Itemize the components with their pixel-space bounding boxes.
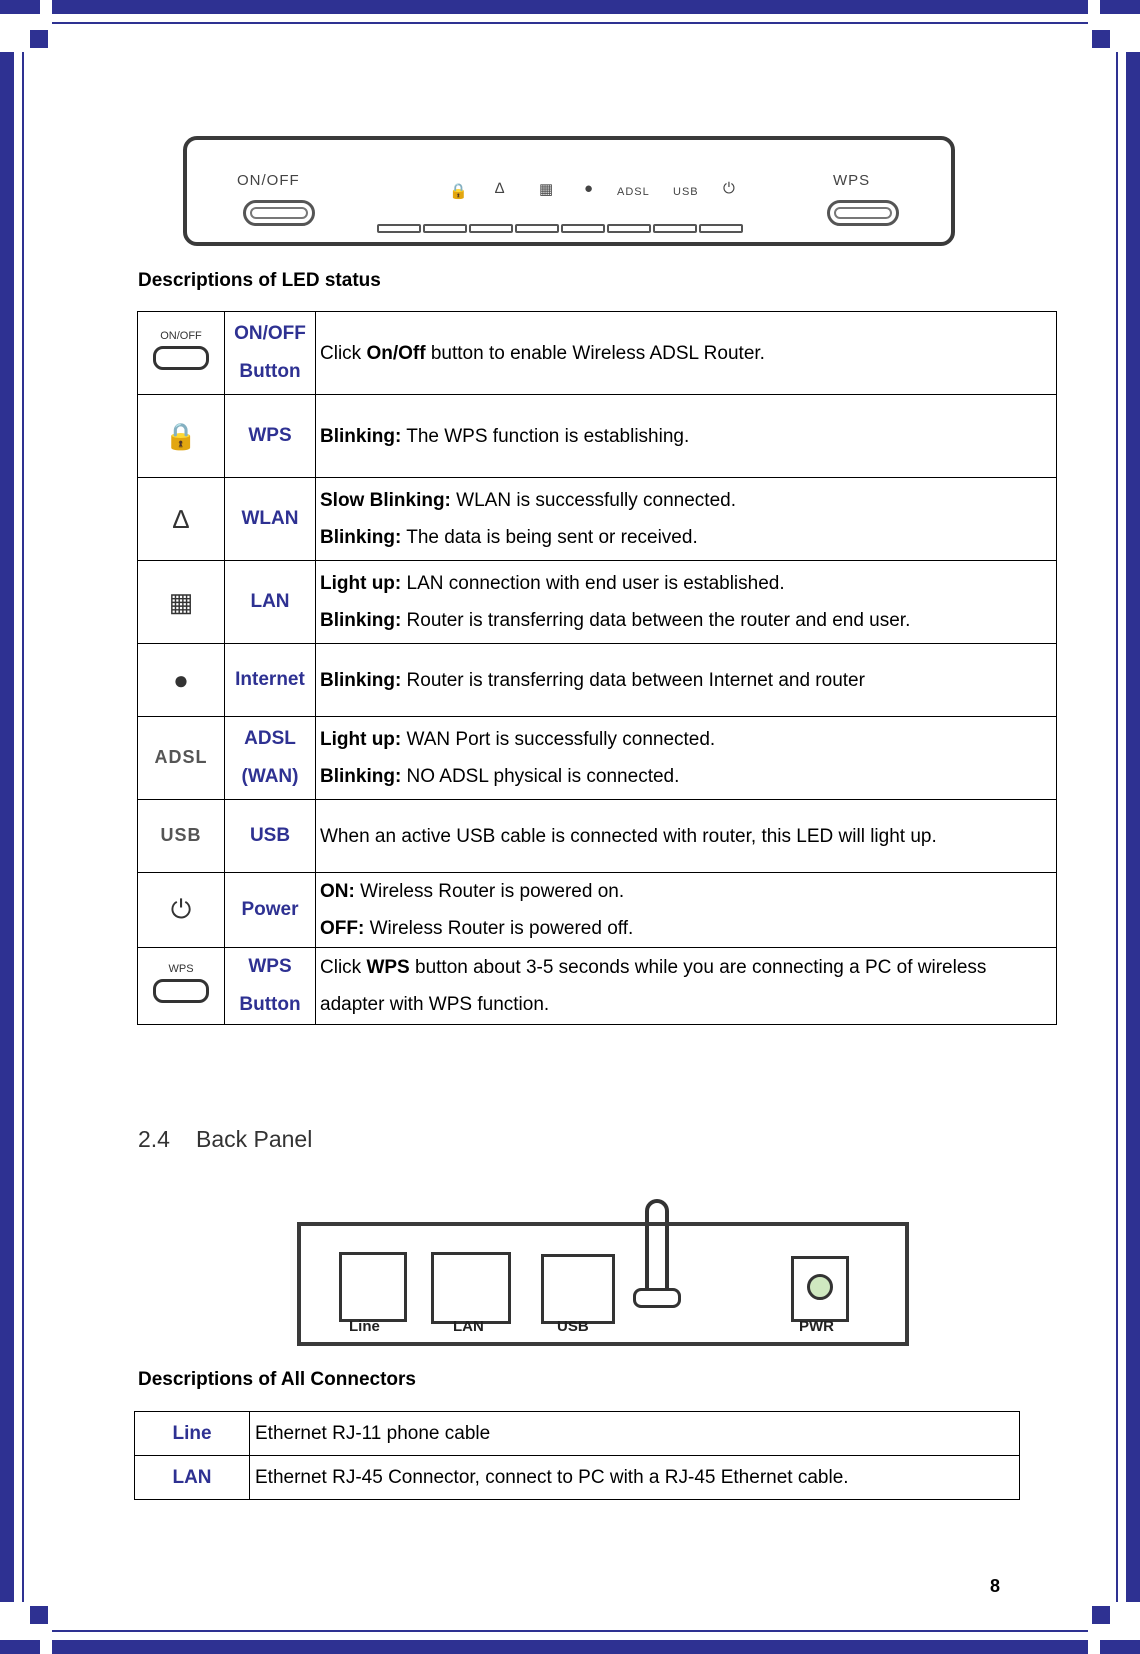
usb-icon: USB bbox=[138, 800, 225, 873]
wps-button-shape bbox=[827, 200, 899, 226]
description-line: Click On/Off button to enable Wireless ADSL Router. bbox=[320, 342, 765, 364]
table-row bbox=[138, 948, 1057, 1025]
adsl-label: ADSL bbox=[617, 186, 650, 198]
line-port-label: Line bbox=[349, 1318, 380, 1335]
led-description bbox=[316, 800, 1057, 873]
led-indicator bbox=[515, 224, 559, 233]
onoff-label: ON/OFF bbox=[237, 172, 300, 189]
led-indicator bbox=[699, 224, 743, 233]
table-row bbox=[138, 717, 1057, 800]
connector-name: LAN bbox=[135, 1456, 250, 1500]
led-indicator bbox=[561, 224, 605, 233]
description-line: Click WPS button about 3-5 seconds while you are connecting a PC of wireless bbox=[320, 957, 987, 978]
led-status-table bbox=[137, 311, 1057, 1025]
router-front-panel-illustration bbox=[183, 136, 955, 246]
led-description bbox=[316, 312, 1057, 395]
connector-table-caption: Descriptions of All Connectors bbox=[138, 1369, 416, 1390]
led-name: ON/OFF Button bbox=[225, 312, 316, 395]
onoff-button-shape bbox=[243, 200, 315, 226]
lock-icon: 🔒 bbox=[449, 183, 468, 200]
lan-port-label: LAN bbox=[453, 1318, 484, 1335]
description-line: Light up: WAN Port is successfully connected. bbox=[320, 729, 716, 750]
led-table-caption: Descriptions of LED status bbox=[138, 270, 381, 291]
power-icon: ⏻ bbox=[723, 180, 735, 197]
usb-port-label: USB bbox=[557, 1318, 589, 1335]
led-name: ADSL (WAN) bbox=[225, 717, 316, 800]
connector-table bbox=[134, 1411, 1020, 1500]
description-line: Blinking: The WPS function is establishing. bbox=[320, 425, 690, 447]
description-line: Blinking: NO ADSL physical is connected. bbox=[320, 766, 680, 787]
table-row bbox=[138, 312, 1057, 395]
description-line: Slow Blinking: WLAN is successfully connected. bbox=[320, 490, 737, 511]
led-description bbox=[316, 644, 1057, 717]
usb-label: USB bbox=[673, 186, 699, 198]
router-back-panel-illustration bbox=[297, 1222, 909, 1346]
wps-label: WPS bbox=[833, 172, 871, 189]
led-description bbox=[316, 395, 1057, 478]
description-line: OFF: Wireless Router is powered off. bbox=[320, 918, 634, 939]
table-row bbox=[138, 395, 1057, 478]
onoff-button-icon: ON/OFF bbox=[138, 312, 225, 395]
pwr-port-label: PWR bbox=[799, 1318, 834, 1335]
led-name: WPS bbox=[225, 395, 316, 478]
connector-name: Line bbox=[135, 1412, 250, 1456]
wireless-antenna-icon: ∆ bbox=[138, 478, 225, 561]
description-line: adapter with WPS function. bbox=[320, 994, 550, 1015]
table-row bbox=[138, 478, 1057, 561]
led-description bbox=[316, 948, 1057, 1025]
led-description bbox=[316, 478, 1057, 561]
description-line: Light up: LAN connection with end user is established. bbox=[320, 573, 785, 594]
antenna-base-shape bbox=[633, 1288, 681, 1308]
description-line: When an active USB cable is connected with router, this LED will light up. bbox=[320, 825, 937, 847]
table-row bbox=[138, 800, 1057, 873]
led-name: WPS Button bbox=[225, 948, 316, 1025]
description-line: Blinking: Router is transferring data between the router and end user. bbox=[320, 610, 911, 631]
led-name: Power bbox=[225, 873, 316, 948]
led-indicator bbox=[469, 224, 513, 233]
line-port-shape bbox=[339, 1252, 407, 1322]
power-jack-icon bbox=[807, 1274, 833, 1300]
description-line: Blinking: Router is transferring data between Internet and router bbox=[320, 669, 865, 691]
power-icon: ⏻ bbox=[138, 873, 225, 948]
wps-button-icon: WPS bbox=[138, 948, 225, 1025]
led-name: WLAN bbox=[225, 478, 316, 561]
globe-icon: ● bbox=[138, 644, 225, 717]
table-row bbox=[138, 644, 1057, 717]
lan-network-icon: ▦ bbox=[539, 181, 554, 198]
led-name: USB bbox=[225, 800, 316, 873]
table-row bbox=[135, 1456, 1020, 1500]
lock-icon: 🔒 bbox=[138, 395, 225, 478]
page-number: 8 bbox=[990, 1576, 1001, 1596]
description-line: ON: Wireless Router is powered on. bbox=[320, 881, 625, 902]
globe-icon: ● bbox=[584, 180, 594, 197]
connector-description: Ethernet RJ-45 Connector, connect to PC with a RJ-45 Ethernet cable. bbox=[250, 1456, 1020, 1500]
led-description bbox=[316, 717, 1057, 800]
wireless-antenna-icon: ∆ bbox=[495, 180, 505, 197]
led-indicator bbox=[653, 224, 697, 233]
led-description bbox=[316, 561, 1057, 644]
lan-port-shape bbox=[431, 1252, 511, 1324]
section-heading: 2.4 Back Panel bbox=[138, 1126, 313, 1152]
description-line: Blinking: The data is being sent or received. bbox=[320, 527, 698, 548]
connector-description: Ethernet RJ-11 phone cable bbox=[250, 1412, 1020, 1456]
lan-network-icon: ▦ bbox=[138, 561, 225, 644]
table-row bbox=[138, 561, 1057, 644]
led-indicator bbox=[423, 224, 467, 233]
adsl-icon: ADSL bbox=[138, 717, 225, 800]
led-indicator bbox=[377, 224, 421, 233]
led-name: Internet bbox=[225, 644, 316, 717]
led-indicator bbox=[607, 224, 651, 233]
led-name: LAN bbox=[225, 561, 316, 644]
usb-port-shape bbox=[541, 1254, 615, 1324]
table-row bbox=[138, 873, 1057, 948]
table-row bbox=[135, 1412, 1020, 1456]
led-description bbox=[316, 873, 1057, 948]
